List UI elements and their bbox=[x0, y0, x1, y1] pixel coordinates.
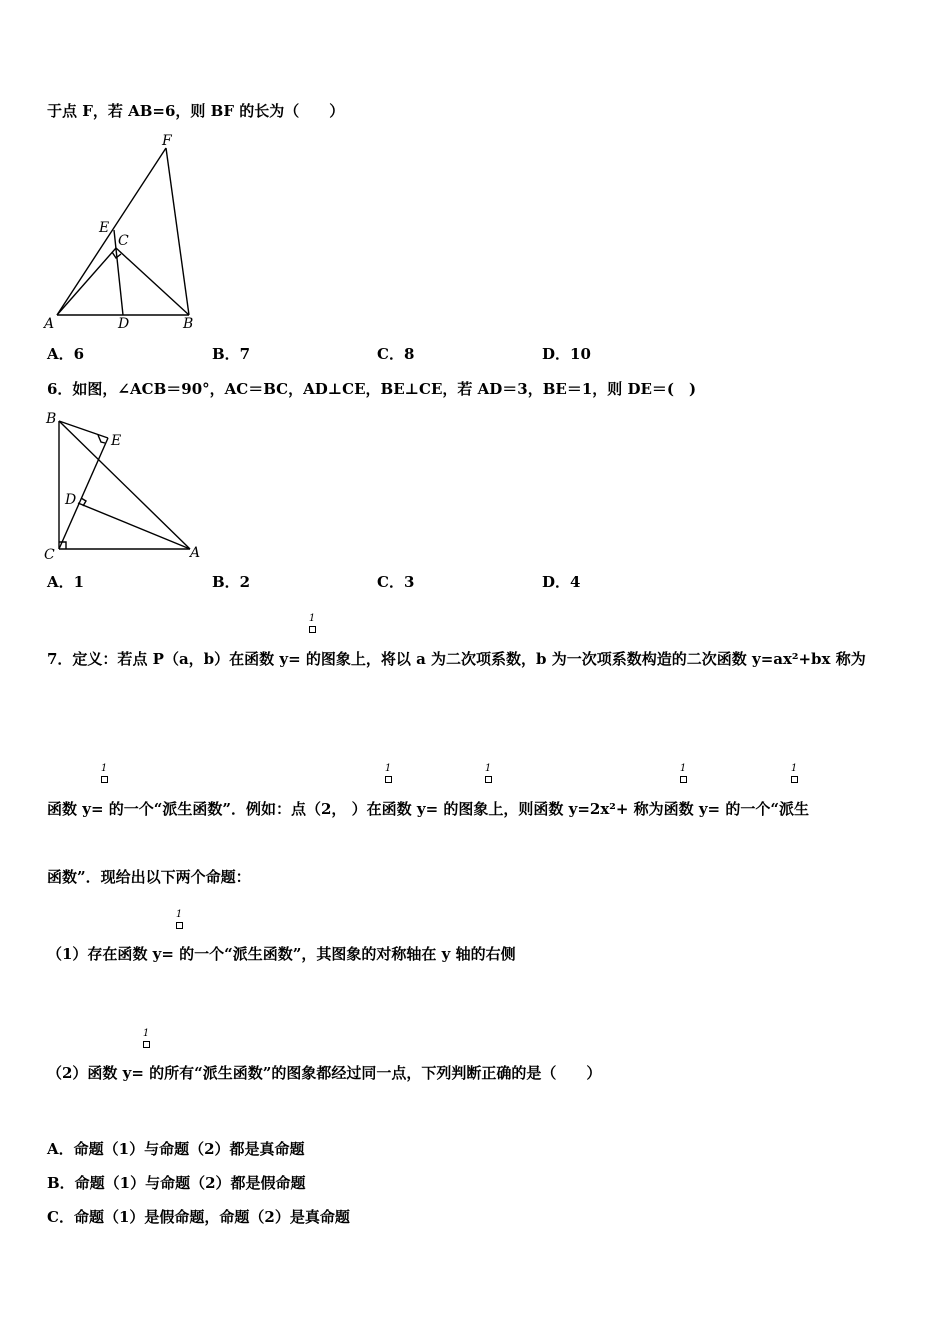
q5-label-E: E bbox=[99, 220, 110, 236]
q5-line-AC bbox=[57, 248, 116, 315]
q5-label-F: F bbox=[162, 133, 172, 149]
q5-option-c: C．8 bbox=[377, 345, 415, 363]
q6-line-BA bbox=[59, 421, 190, 549]
fraction-glyph: 1 bbox=[141, 1029, 151, 1048]
q6-figure bbox=[40, 405, 210, 565]
fraction-glyph: 1 bbox=[307, 614, 317, 633]
q5-label-B: B bbox=[183, 316, 194, 332]
fraction-glyph: 1 bbox=[383, 764, 393, 783]
fraction-glyph: 1 bbox=[678, 764, 688, 783]
fraction-glyph: 1 bbox=[483, 764, 493, 783]
q6-label-E: E bbox=[111, 433, 122, 449]
q5-label-C: C bbox=[118, 233, 129, 249]
q7-proposition-2: （2）函数 y= 的所有“派生函数”的图象都经过同一点，下列判断正确的是（ ） bbox=[47, 1064, 602, 1082]
q6-option-a: A．1 bbox=[47, 573, 85, 591]
q5-figure bbox=[40, 130, 210, 335]
q7-proposition-1: （1）存在函数 y= 的一个“派生函数”，其图象的对称轴在 y 轴的右侧 bbox=[47, 945, 516, 963]
q6-option-d: D．4 bbox=[542, 573, 581, 591]
q6-line-DA bbox=[78, 503, 190, 549]
q6-label-C: C bbox=[44, 547, 55, 563]
fraction-glyph: 1 bbox=[174, 910, 184, 929]
q5-label-D: D bbox=[118, 316, 130, 332]
q5-stem-tail: 于点 F，若 AB=6，则 BF 的长为（ ） bbox=[47, 102, 345, 120]
q6-option-b: B．2 bbox=[212, 573, 251, 591]
q5-line-AF bbox=[57, 148, 166, 315]
q7-option-c: C．命题（1）是假命题，命题（2）是真命题 bbox=[47, 1208, 350, 1226]
q7-line3: 函数”．现给出以下两个命题： bbox=[47, 868, 251, 886]
fraction-glyph: 1 bbox=[789, 764, 799, 783]
q7-line1: 7．定义：若点 P（a，b）在函数 y= 的图象上，将以 a 为二次项系数，b 为一次项系数构造的二次函数 y=ax²+bx 称为 bbox=[47, 650, 866, 668]
q6-option-c: C．3 bbox=[377, 573, 415, 591]
q6-label-D: D bbox=[65, 492, 77, 508]
q6-stem: 6．如图，∠ACB＝90°，AC＝BC，AD⊥CE，BE⊥CE，若 AD＝3，BE＝1，则 DE＝( ) bbox=[47, 380, 697, 398]
q5-label-A: A bbox=[44, 316, 55, 332]
q7-option-b: B．命题（1）与命题（2）都是假命题 bbox=[47, 1174, 306, 1192]
fraction-glyph: 1 bbox=[99, 764, 109, 783]
q6-line-BE bbox=[59, 421, 108, 438]
q5-option-d: D．10 bbox=[542, 345, 591, 363]
q7-option-a: A．命题（1）与命题（2）都是真命题 bbox=[47, 1140, 305, 1158]
q5-line-CB bbox=[116, 248, 189, 315]
q5-option-b: B．7 bbox=[212, 345, 251, 363]
q7-line2: 函数 y= 的一个“派生函数”．例如：点（2， ）在函数 y= 的图象上，则函数 y=2x²+ 称为函数 y= 的一个“派生 bbox=[47, 800, 809, 818]
q5-line-FB bbox=[166, 148, 189, 315]
q6-label-A: A bbox=[190, 545, 201, 561]
q5-option-a: A．6 bbox=[47, 345, 85, 363]
q6-label-B: B bbox=[46, 411, 57, 427]
